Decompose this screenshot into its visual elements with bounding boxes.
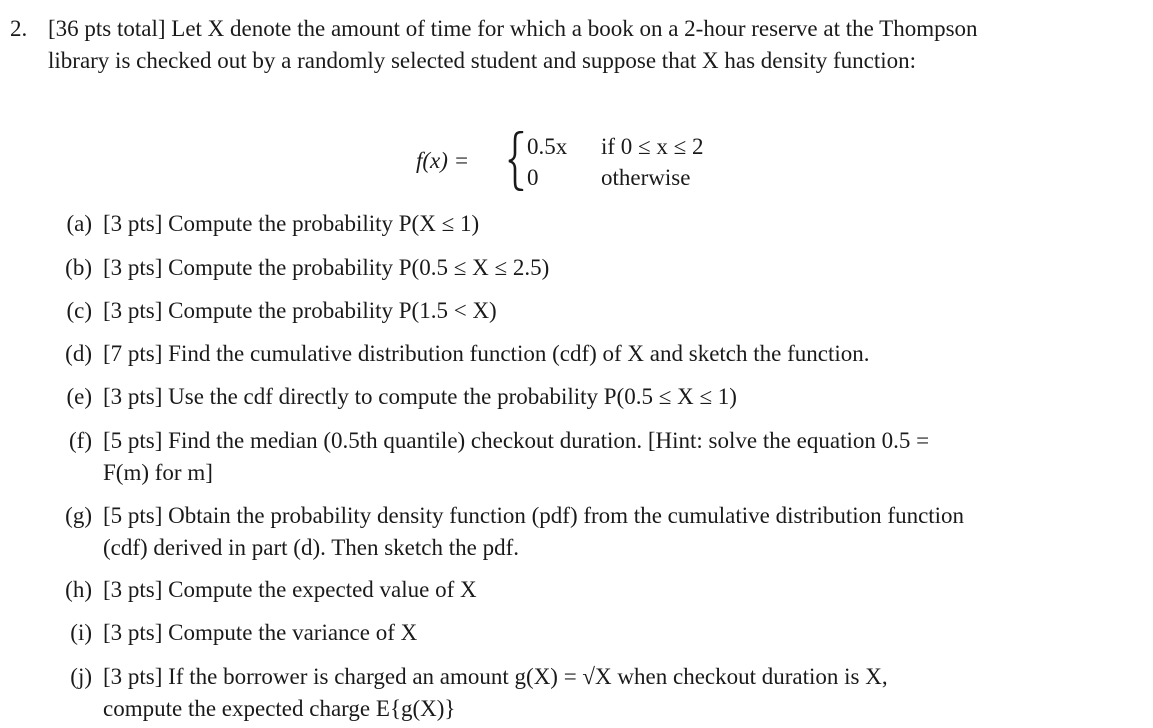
problem-number: 2. xyxy=(10,16,28,41)
part-label: (i) xyxy=(70,620,92,645)
problem-2 xyxy=(10,13,1142,76)
left-brace-icon xyxy=(506,131,526,191)
problem-intro-text-1: [36 pts total] Let X denote the amount of time for which a book on a 2-hour reserve at the Thompson xyxy=(48,16,978,41)
part-text: [7 pts] Find the cumulative distribution function (cdf) of X and sketch the function. xyxy=(103,341,870,366)
part-label: (c) xyxy=(66,298,92,323)
part-label: (b) xyxy=(65,255,92,280)
part-text-continued: compute the expected charge E{g(X)} xyxy=(103,696,456,721)
part-text-continued: (cdf) derived in part (d). Then sketch the pdf. xyxy=(103,535,519,560)
part-text: [5 pts] Obtain the probability density function (pdf) from the cumulative distribution function xyxy=(103,503,965,528)
problem-intro-line-2 xyxy=(10,45,1142,76)
case-1-value: 0.5x xyxy=(527,134,568,159)
part-text: [3 pts] If the borrower is charged an amount g(X) = √X when checkout duration is X, xyxy=(103,664,888,689)
part-label: (h) xyxy=(65,577,92,602)
part-text: [3 pts] Compute the expected value of X xyxy=(103,577,477,602)
part-label: (a) xyxy=(66,211,92,236)
part-text: [3 pts] Compute the variance of X xyxy=(103,620,418,645)
part-text-continued: F(m) for m] xyxy=(103,460,213,485)
part-label: (e) xyxy=(66,384,92,409)
part-text: [3 pts] Compute the probability P(X ≤ 1) xyxy=(103,211,480,236)
problem-intro-line-1 xyxy=(10,13,1142,44)
part-label: (d) xyxy=(65,341,92,366)
part-text: [3 pts] Compute the probability P(1.5 < X) xyxy=(103,298,497,323)
part-text: [5 pts] Find the median (0.5th quantile) checkout duration. [Hint: solve the equation 0.5 = xyxy=(103,428,930,453)
formula-lhs: f(x) = xyxy=(416,148,470,173)
case-2-condition: otherwise xyxy=(601,165,691,190)
part-label: (f) xyxy=(69,428,92,453)
part-label: (g) xyxy=(65,503,92,528)
problem-intro-text-2: library is checked out by a randomly selected student and suppose that X has density function: xyxy=(48,48,917,73)
case-2-value: 0 xyxy=(527,165,539,190)
part-text: [3 pts] Compute the probability P(0.5 ≤ X ≤ 2.5) xyxy=(103,255,550,280)
part-text: [3 pts] Use the cdf directly to compute the probability P(0.5 ≤ X ≤ 1) xyxy=(103,384,737,409)
part-label: (j) xyxy=(70,664,92,689)
case-1-condition: if 0 ≤ x ≤ 2 xyxy=(601,134,704,159)
